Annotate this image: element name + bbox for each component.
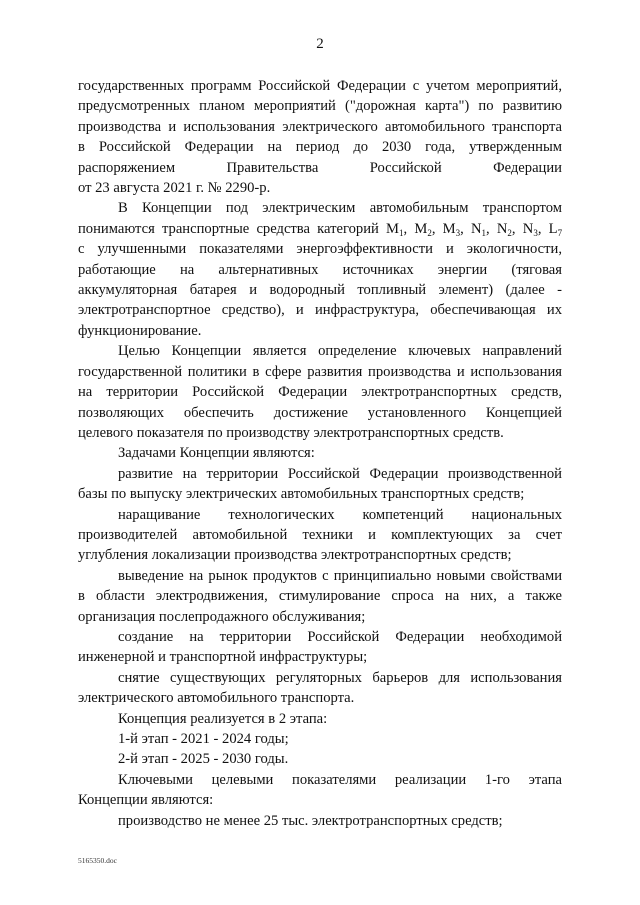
text-line: организация послепродажного обслуживания; bbox=[78, 608, 366, 625]
file-name-footer: 5165350.doc bbox=[78, 856, 117, 865]
text-line: базы по выпуску электрических автомобильных транспортных средств; bbox=[78, 486, 525, 503]
text-line: Концепции являются: bbox=[78, 792, 214, 809]
page-number: 2 bbox=[316, 36, 324, 52]
text-line: государственной политики в сфере развития производства и использования bbox=[78, 363, 562, 380]
paragraph bbox=[78, 811, 562, 831]
text-line: аккумуляторная батарея и водородный топливный элемент) (далее - bbox=[78, 282, 562, 299]
paragraph bbox=[78, 198, 562, 341]
paragraph bbox=[78, 505, 562, 566]
text-line: производителей автомобильной техники и комплектующих за счет bbox=[78, 526, 562, 543]
text-line: снятие существующих регуляторных барьеров для использования bbox=[118, 669, 562, 686]
text-line: развитие на территории Российской Федерации производственной bbox=[118, 465, 562, 482]
text-line: в Российской Федерации на период до 2030 года, утвержденным bbox=[78, 139, 562, 156]
document-body bbox=[78, 76, 562, 831]
text-line: целевого показателя по производству электротранспортных средств. bbox=[78, 424, 504, 441]
text-line: В Концепции под электрическим автомобильным транспортом bbox=[118, 200, 562, 217]
text-line: инженерной и транспортной инфраструктуры; bbox=[78, 649, 368, 666]
text-line: Целью Концепции является определение ключевых направлений bbox=[118, 343, 562, 360]
paragraph bbox=[78, 668, 562, 709]
paragraph bbox=[78, 443, 562, 463]
text-line: Концепция реализуется в 2 этапа: bbox=[118, 710, 328, 727]
text-line: на территории Российской Федерации электротранспортных средств, bbox=[78, 384, 562, 401]
paragraph bbox=[78, 729, 562, 749]
text-line: государственных программ Российской Федерации с учетом мероприятий, bbox=[78, 78, 562, 94]
text-line: Задачами Концепции являются: bbox=[118, 445, 315, 462]
paragraph bbox=[78, 770, 562, 811]
text-line: 1-й этап - 2021 - 2024 годы; bbox=[118, 731, 289, 747]
paragraph bbox=[78, 749, 562, 769]
text-line: производство не менее 25 тыс. электротранспортных средств; bbox=[118, 812, 503, 829]
text-line: распоряжением Правительства Российской Федерации bbox=[78, 159, 562, 176]
paragraph bbox=[78, 76, 562, 198]
paragraph bbox=[78, 464, 562, 505]
text-line: создание на территории Российской Федерации необходимой bbox=[118, 628, 562, 645]
text-line: от 23 августа 2021 г. № 2290-р. bbox=[78, 180, 271, 197]
text-line: наращивание технологических компетенций национальных bbox=[118, 506, 562, 523]
text-line: производства и использования электрического автомобильного транспорта bbox=[78, 118, 562, 135]
text-line: углубления локализации производства электротранспортных средств; bbox=[78, 547, 512, 564]
text-line: с улучшенными показателями энергоэффективности и экологичности, bbox=[78, 241, 562, 258]
text-line: электрического автомобильного транспорта. bbox=[78, 690, 355, 707]
paragraph bbox=[78, 627, 562, 668]
text-line: Ключевыми целевыми показателями реализации 1-го этапа bbox=[118, 771, 562, 788]
text-line: выведение на рынок продуктов с принципиально новыми свойствами bbox=[118, 567, 562, 584]
text-line: понимаются транспортные средства категорий $M_1$, $M_2$, $M_3$, $N_1$, $N_2$, $N_3$, $L_7$ bbox=[78, 220, 563, 238]
text-line: в области электродвижения, стимулирование спроса на них, а также bbox=[78, 588, 562, 605]
text-line: работающие на альтернативных источниках энергии (тяговая bbox=[78, 261, 562, 278]
text-line: позволяющих обеспечить достижение установленного Концепцией bbox=[78, 404, 562, 421]
text-line: электротранспортное средство), и инфраструктура, обеспечивающая их bbox=[78, 302, 562, 319]
text-line: предусмотренных планом мероприятий ("дорожная карта") по развитию bbox=[78, 98, 562, 115]
text-line: функционирование. bbox=[78, 322, 202, 339]
paragraph bbox=[78, 341, 562, 443]
text-line: 2-й этап - 2025 - 2030 годы. bbox=[118, 751, 289, 768]
paragraph bbox=[78, 709, 562, 729]
paragraph bbox=[78, 566, 562, 627]
